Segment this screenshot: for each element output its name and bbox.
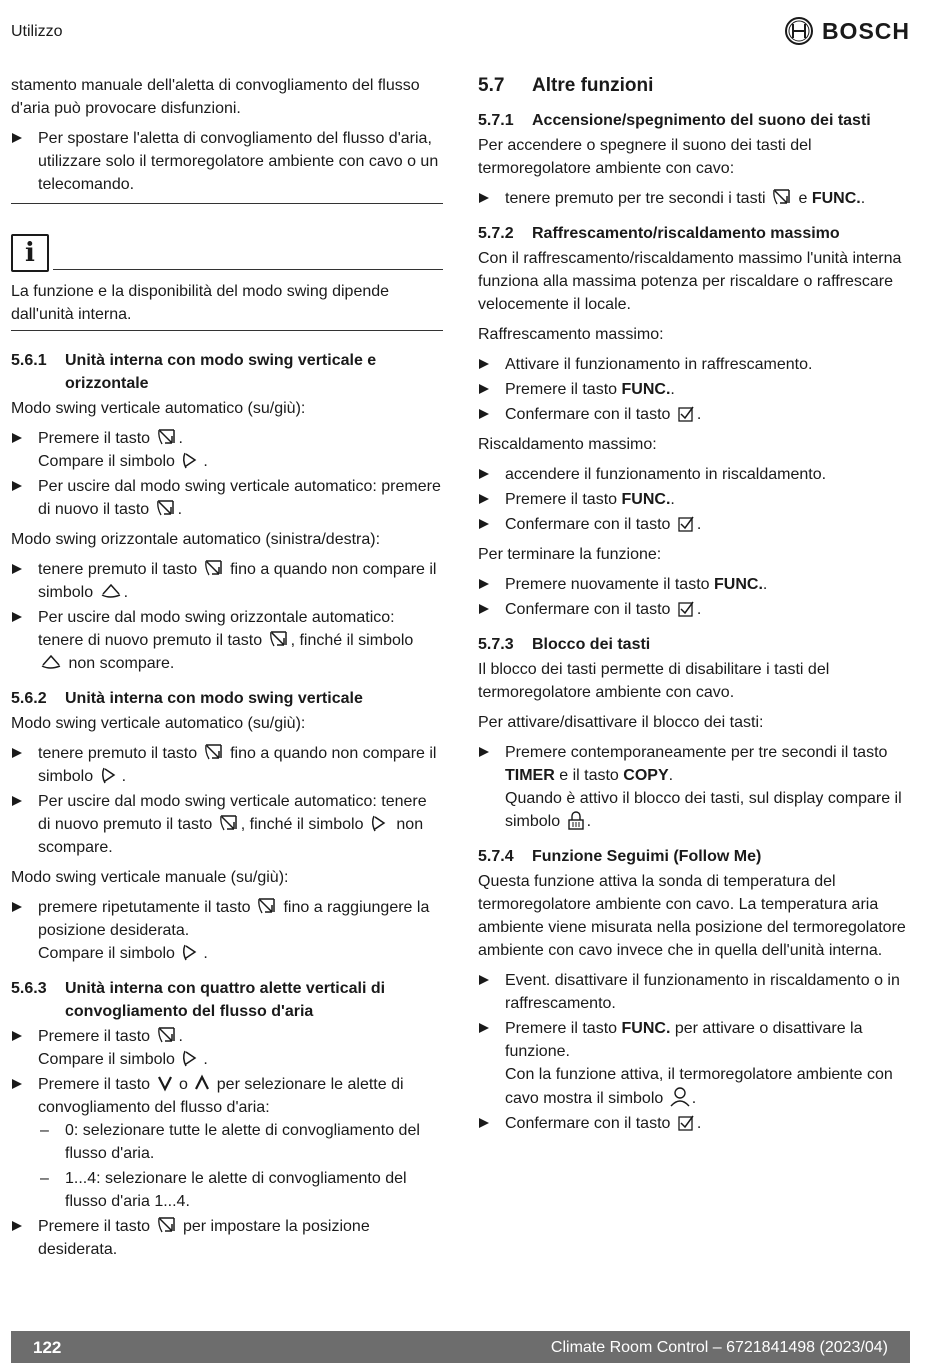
steps: [478, 187, 910, 210]
brand-logo: [784, 16, 910, 46]
step-text: Premere il tasto: [38, 1028, 151, 1045]
step-text: .: [696, 516, 702, 533]
step-text: Confermare con il tasto: [505, 1115, 671, 1132]
step-text: Premere contemporaneamente per tre secondi il tasto: [505, 744, 888, 761]
step: [11, 1215, 443, 1261]
step-text: .: [691, 1090, 697, 1107]
right-column: [478, 74, 910, 1142]
paragraph: Modo swing verticale automatico (su/giù):: [11, 715, 306, 732]
step-text: o: [178, 1076, 188, 1093]
step: [478, 1017, 910, 1110]
swing-key-icon: [269, 629, 289, 649]
key-label: COPY: [623, 767, 669, 784]
step: Attivare il funzionamento in raffrescamento.: [478, 353, 910, 376]
step: [478, 1112, 910, 1135]
step: [478, 378, 910, 401]
step: [11, 606, 443, 675]
step-text: .: [762, 576, 768, 593]
step: [11, 1073, 443, 1213]
step-text: Premere il tasto: [38, 430, 151, 447]
section-heading: [11, 349, 443, 395]
step-text: .: [670, 381, 675, 398]
section-title: Unità interna con quattro alette verticali di convogliamento del flusso d'aria: [65, 980, 386, 1020]
paragraph: Il blocco dei tasti permette di disabilitare i tasti del termoregolatore ambiente con cavo.: [478, 661, 830, 701]
confirm-key-icon: [677, 1114, 695, 1132]
step: [478, 488, 910, 511]
section-number: 5.6.1: [11, 352, 47, 369]
steps: [478, 969, 910, 1135]
info-text: La funzione e la disponibilità del modo swing dipende dall'unità interna.: [11, 283, 390, 323]
paragraph: Con il raffrescamento/riscaldamento massimo l'unità interna funziona alla massima potenza per riscaldare o raffrescare velocemente il locale.: [478, 250, 902, 313]
section-heading: [478, 845, 910, 868]
step-text: .: [121, 768, 127, 785]
step-text: .: [696, 406, 702, 423]
steps: [478, 741, 910, 833]
step-text: non scompare.: [68, 655, 175, 672]
step: [11, 896, 443, 965]
chapter-heading: [478, 74, 910, 97]
paragraph: Per attivare/disattivare il blocco dei tasti:: [478, 714, 764, 731]
step-text: e: [798, 190, 808, 207]
step-text: .: [203, 453, 208, 470]
key-label: TIMER: [505, 767, 555, 784]
vertical-swing-icon: [181, 942, 201, 962]
step-text: Premere il tasto: [505, 491, 618, 508]
step-text: fino a quando non compare il simbolo: [38, 561, 437, 601]
step-text: per attivare o disattivare la funzione.: [505, 1020, 863, 1060]
step-text: Confermare con il tasto: [505, 516, 671, 533]
paragraph: Modo swing verticale automatico (su/giù):: [11, 400, 306, 417]
chapter-title: Altre funzioni: [532, 75, 654, 96]
steps: [478, 573, 910, 621]
step-text: .: [177, 501, 183, 518]
step-text: .: [860, 190, 866, 207]
info-icon: i: [11, 234, 49, 272]
step: [11, 1025, 443, 1071]
section-heading: [11, 977, 443, 1023]
arrow-up-key-icon: [194, 1073, 210, 1093]
horizontal-swing-icon: [100, 581, 122, 601]
paragraph: Riscaldamento massimo:: [478, 436, 657, 453]
paragraph: Modo swing orizzontale automatico (sinistra/destra):: [11, 531, 381, 548]
step-text: .: [203, 945, 208, 962]
steps: [11, 558, 443, 675]
section-heading: [478, 222, 910, 245]
paragraph: Raffrescamento massimo:: [478, 326, 664, 343]
steps: [11, 427, 443, 521]
step-text: fino a quando non compare il simbolo: [38, 745, 437, 785]
section-number: 5.7.1: [478, 112, 514, 129]
key-label: FUNC.: [621, 381, 671, 398]
step-text: .: [696, 601, 702, 618]
step-text: tenere premuto per tre secondi i tasti: [505, 190, 766, 207]
step-text: , finché il simbolo: [240, 816, 364, 833]
step-text: Per uscire dal modo swing verticale automatico: premere di nuovo il tasto: [38, 478, 441, 518]
page-number: 122: [33, 1337, 62, 1357]
section-title: Accensione/spegnimento del suono dei tasti: [532, 112, 871, 129]
confirm-key-icon: [677, 600, 695, 618]
header-section-title: Utilizzo: [11, 23, 63, 40]
swing-key-icon: [219, 813, 239, 833]
section-title: Unità interna con modo swing verticale e orizzontale: [65, 352, 377, 392]
section-heading: [11, 687, 443, 710]
person-icon: [670, 1086, 690, 1107]
swing-key-icon: [772, 187, 792, 207]
vertical-swing-icon: [370, 813, 390, 833]
sub-list-item: – 0: selezionare tutte le alette di convogliamento del flusso d'aria.: [38, 1119, 443, 1165]
arrow-down-key-icon: [157, 1073, 173, 1093]
paragraph: Questa funzione attiva la sonda di temperatura del termoregolatore ambiente con cavo. La temperatura aria ambiente viene misurata nella posizione del termoregolatore ambiente con cavo invece che in quella dell'unità interna.: [478, 873, 906, 959]
step-text: Per uscire dal modo swing verticale automatico: tenere di nuovo premuto il tasto: [38, 793, 427, 833]
steps: [11, 1025, 443, 1261]
step-text: tenere premuto il tasto: [38, 561, 198, 578]
swing-key-icon: [157, 427, 177, 447]
section-heading: [478, 633, 910, 656]
step: [478, 598, 910, 621]
step: [478, 741, 910, 833]
sub-list-item: – 1...4: selezionare le alette di convogliamento del flusso d'aria 1...4.: [38, 1167, 443, 1213]
step-text: Premere il tasto: [505, 1020, 618, 1037]
vertical-swing-icon: [181, 450, 201, 470]
steps: [11, 896, 443, 965]
key-label: FUNC.: [714, 576, 763, 593]
paragraph: Modo swing verticale manuale (su/giù):: [11, 869, 289, 886]
swing-key-icon: [157, 1025, 177, 1045]
vertical-swing-icon: [100, 765, 120, 785]
step-text: Premere nuovamente il tasto: [505, 576, 710, 593]
step-text: Premere il tasto: [38, 1218, 151, 1235]
key-label: FUNC.: [621, 491, 671, 508]
step: [478, 187, 910, 210]
bosch-logo-icon: [784, 16, 814, 46]
divider: [11, 203, 443, 204]
step-text: .: [696, 1115, 702, 1132]
step-text: .: [203, 1051, 208, 1068]
step-text: Compare il simbolo: [38, 1051, 175, 1068]
step: [11, 475, 443, 521]
intro-paragraph: stamento manuale dell'aletta di convogliamento del flusso d'aria può provocare disfunzioni.: [11, 77, 420, 117]
steps: [478, 353, 910, 426]
divider: [11, 330, 443, 331]
confirm-key-icon: [677, 405, 695, 423]
swing-key-icon: [204, 558, 224, 578]
section-number: 5.7.3: [478, 636, 514, 653]
step: [11, 558, 443, 604]
intro-step: Per spostare l'aletta di convogliamento del flusso d'aria, utilizzare solo il termoregolatore ambiente con cavo o un telecomando.: [11, 127, 443, 196]
step-text: Con la funzione attiva, il termoregolatore ambiente con cavo mostra il simbolo: [505, 1066, 893, 1107]
brand-name: BOSCH: [821, 17, 910, 44]
lock-icon: [567, 810, 585, 830]
section-number: 5.6.2: [11, 690, 47, 707]
step-text: Compare il simbolo: [38, 945, 175, 962]
paragraph: Per accendere o spegnere il suono dei tasti del termoregolatore ambiente con cavo:: [478, 137, 812, 177]
info-note: [11, 234, 443, 331]
step-text: premere ripetutamente il tasto: [38, 899, 251, 916]
section-title: Raffrescamento/riscaldamento massimo: [532, 225, 840, 242]
key-label: FUNC.: [811, 190, 861, 207]
page-footer: [11, 1331, 910, 1363]
section-title: Funzione Seguimi (Follow Me): [532, 848, 762, 865]
step-text: Per uscire dal modo swing orizzontale automatico: tenere di nuovo premuto il tasto: [38, 609, 395, 649]
step: [478, 513, 910, 536]
step-text: , finché il simbolo: [290, 632, 414, 649]
step: [478, 403, 910, 426]
document-reference: Climate Room Control – 6721841498 (2023/04): [550, 1338, 888, 1356]
step-text: .: [123, 584, 129, 601]
intro-steps: [11, 127, 443, 196]
step-text: .: [670, 491, 675, 508]
section-title: Blocco dei tasti: [532, 636, 651, 653]
paragraph: Per terminare la funzione:: [478, 546, 662, 563]
swing-key-icon: [156, 498, 176, 518]
step-text: tenere premuto il tasto: [38, 745, 198, 762]
section-number: 5.6.3: [11, 980, 47, 997]
swing-key-icon: [257, 896, 277, 916]
step-text: per impostare la posizione desiderata.: [38, 1218, 370, 1258]
vertical-swing-icon: [181, 1048, 201, 1068]
chapter-number: 5.7: [478, 75, 505, 96]
step: [11, 790, 443, 859]
step-text: .: [586, 813, 592, 830]
step-text: .: [178, 1028, 183, 1045]
step-text: Confermare con il tasto: [505, 406, 671, 423]
swing-key-icon: [157, 1215, 177, 1235]
section-number: 5.7.4: [478, 848, 514, 865]
confirm-key-icon: [677, 515, 695, 533]
horizontal-swing-icon: [40, 652, 62, 672]
step: [478, 573, 910, 596]
step-text: fino a raggiungere la posizione desiderata.: [38, 899, 430, 939]
left-column: [11, 74, 443, 1268]
step-text: Compare il simbolo: [38, 453, 175, 470]
section-title: Unità interna con modo swing verticale: [65, 690, 363, 707]
section-heading: [478, 109, 910, 132]
step: [11, 427, 443, 473]
steps: [478, 463, 910, 536]
steps: [11, 742, 443, 859]
key-label: FUNC.: [621, 1020, 671, 1037]
step-text: non scompare.: [38, 816, 424, 856]
step-text: .: [178, 430, 183, 447]
swing-key-icon: [204, 742, 224, 762]
info-rule: [53, 268, 443, 270]
step: accendere il funzionamento in riscaldamento.: [478, 463, 910, 486]
step-text: Premere il tasto: [38, 1076, 151, 1093]
step-text: .: [668, 767, 674, 784]
step-text: e il tasto: [559, 767, 619, 784]
section-number: 5.7.2: [478, 225, 514, 242]
sub-list: [38, 1119, 443, 1213]
step-text: Confermare con il tasto: [505, 601, 671, 618]
step: Event. disattivare il funzionamento in riscaldamento o in raffrescamento.: [478, 969, 910, 1015]
step-text: per selezionare le alette di convogliamento del flusso d'aria:: [38, 1076, 404, 1116]
step-text: Premere il tasto: [505, 381, 618, 398]
step: [11, 742, 443, 788]
step-text: Quando è attivo il blocco dei tasti, sul display compare il simbolo: [505, 790, 902, 830]
